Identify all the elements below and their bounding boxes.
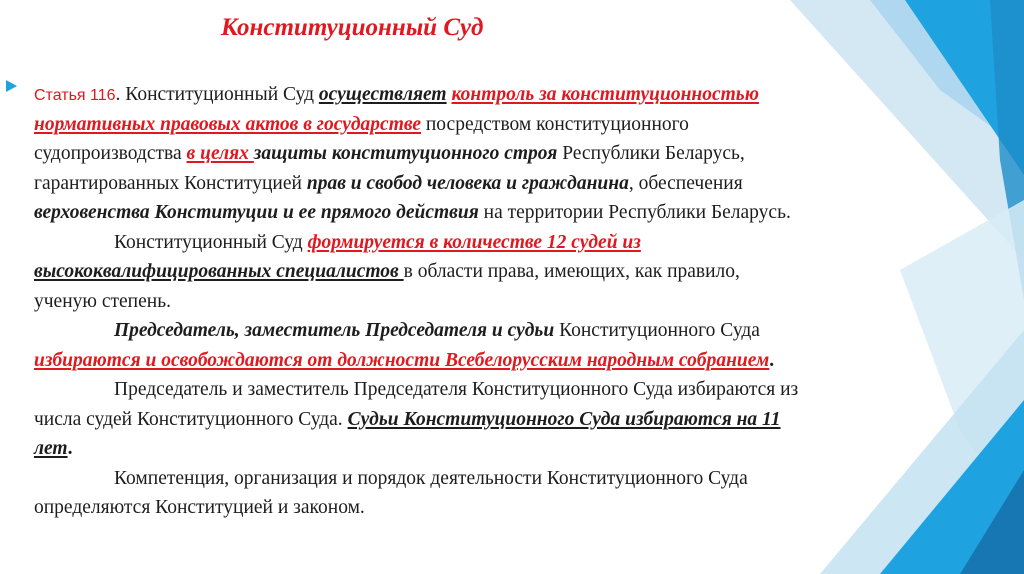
emph-officials: Председатель, заместитель Председателя и судьи — [114, 320, 555, 341]
text-run: , обеспечения — [628, 172, 743, 194]
p1-line-2 — [34, 110, 1019, 140]
text-run: Конституционный Суд — [114, 231, 308, 253]
emph-control-1: контроль за конституционностью — [451, 84, 759, 105]
p1-line-4 — [34, 169, 1019, 199]
text-run: . — [769, 349, 775, 371]
p2-line-3 — [34, 287, 1019, 317]
p4-line-1 — [34, 375, 1019, 405]
text-run: Конституционного Суда — [554, 320, 760, 341]
p5-line-1 — [34, 464, 1019, 494]
emph-in-order: в целях — [186, 143, 254, 164]
p4-line-2 — [34, 405, 1019, 435]
p5-line-2 — [34, 493, 1019, 523]
text-run: на территории Республики Беларусь. — [478, 202, 791, 223]
text-run: . — [67, 438, 73, 459]
p3-line-2 — [34, 346, 1019, 376]
text-run: в области права, имеющих, как правило, — [403, 261, 740, 282]
emph-rights: прав и свобод человека и гражданина — [306, 172, 629, 194]
p2-line-1 — [34, 228, 1019, 258]
emph-formed-2: высококвалифицированных специалистов — [34, 261, 404, 282]
emph-elected: избираются и освобождаются от должности Всебелорусским народным собранием — [34, 349, 770, 371]
text-run: Конституционный Суд — [125, 84, 319, 105]
text-run: Компетенция, организация и порядок деятельности Конституционного Суда — [114, 467, 748, 489]
bullet-arrow-icon — [6, 80, 17, 92]
emph-verb: осуществляет — [318, 84, 447, 105]
text-run: определяются Конституцией и законом. — [34, 497, 365, 518]
p1-line-1 — [34, 80, 1019, 110]
text-run: посредством конституционного — [421, 113, 689, 135]
text-run: ученую степень. — [34, 290, 171, 312]
text-run: . — [115, 84, 126, 105]
emph-supremacy: верховенства Конституции и ее прямого действия — [34, 202, 479, 223]
slide-title: Конституционный Суд — [221, 14, 484, 41]
emph-judges-term: Судьи Конституционного Суда избираются на 11 — [347, 408, 781, 430]
text-run: гарантированных Конституцией — [34, 172, 307, 194]
emph-protection: защиты конституционного строя — [253, 143, 558, 164]
text-run: Республики Беларусь, — [557, 143, 745, 164]
p4-line-3 — [34, 434, 1019, 464]
p1-line-3 — [34, 139, 1019, 169]
p3-line-1 — [34, 316, 1019, 346]
emph-years: лет — [34, 438, 68, 459]
emph-control-2: нормативных правовых актов в государстве — [34, 113, 421, 135]
text-run: числа судей Конституционного Суда. — [34, 408, 348, 430]
article-reference: Статья 116 — [34, 87, 116, 104]
slide-body — [34, 80, 1019, 523]
p1-line-5 — [34, 198, 1019, 228]
emph-formed-1: формируется в количестве 12 судей из — [307, 231, 641, 253]
text-run: Председатель и заместитель Председателя Конституционного Суда избираются из — [114, 379, 799, 400]
p2-line-2 — [34, 257, 1019, 287]
text-run: судопроизводства — [34, 143, 187, 164]
